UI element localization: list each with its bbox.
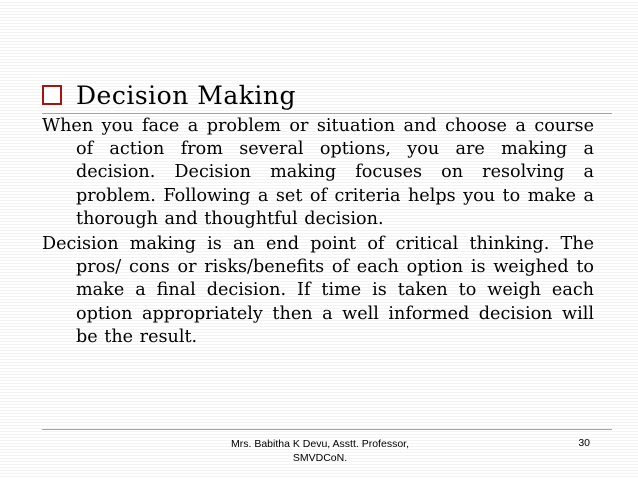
title-divider <box>42 113 612 114</box>
footer-author-line-1: Mrs. Babitha K Devu, Asstt. Professor, <box>231 438 409 450</box>
slide-body <box>42 115 594 351</box>
slide-title: Decision Making <box>76 80 297 110</box>
paragraph-2: Decision making is an end point of critical thinking. The pros/ cons or risks/benefits of each option is weighed to make a final decision. If time is taken to weigh each option appropriately then a well informed decision will be the result. <box>42 234 594 347</box>
title-row <box>42 78 296 112</box>
checkbox-icon <box>42 85 62 105</box>
footer-author <box>228 437 412 465</box>
paragraph-1: When you face a problem or situation and choose a course of action from several options, you are making a decision. Decision making focuses on resolving a problem. Following a set of criteria helps you to make a thorough and thoughtful decision. <box>42 116 594 229</box>
page-number: 30 <box>578 437 590 449</box>
footer-author-line-2: SMVDCoN. <box>292 452 348 464</box>
footer-divider <box>42 429 612 430</box>
